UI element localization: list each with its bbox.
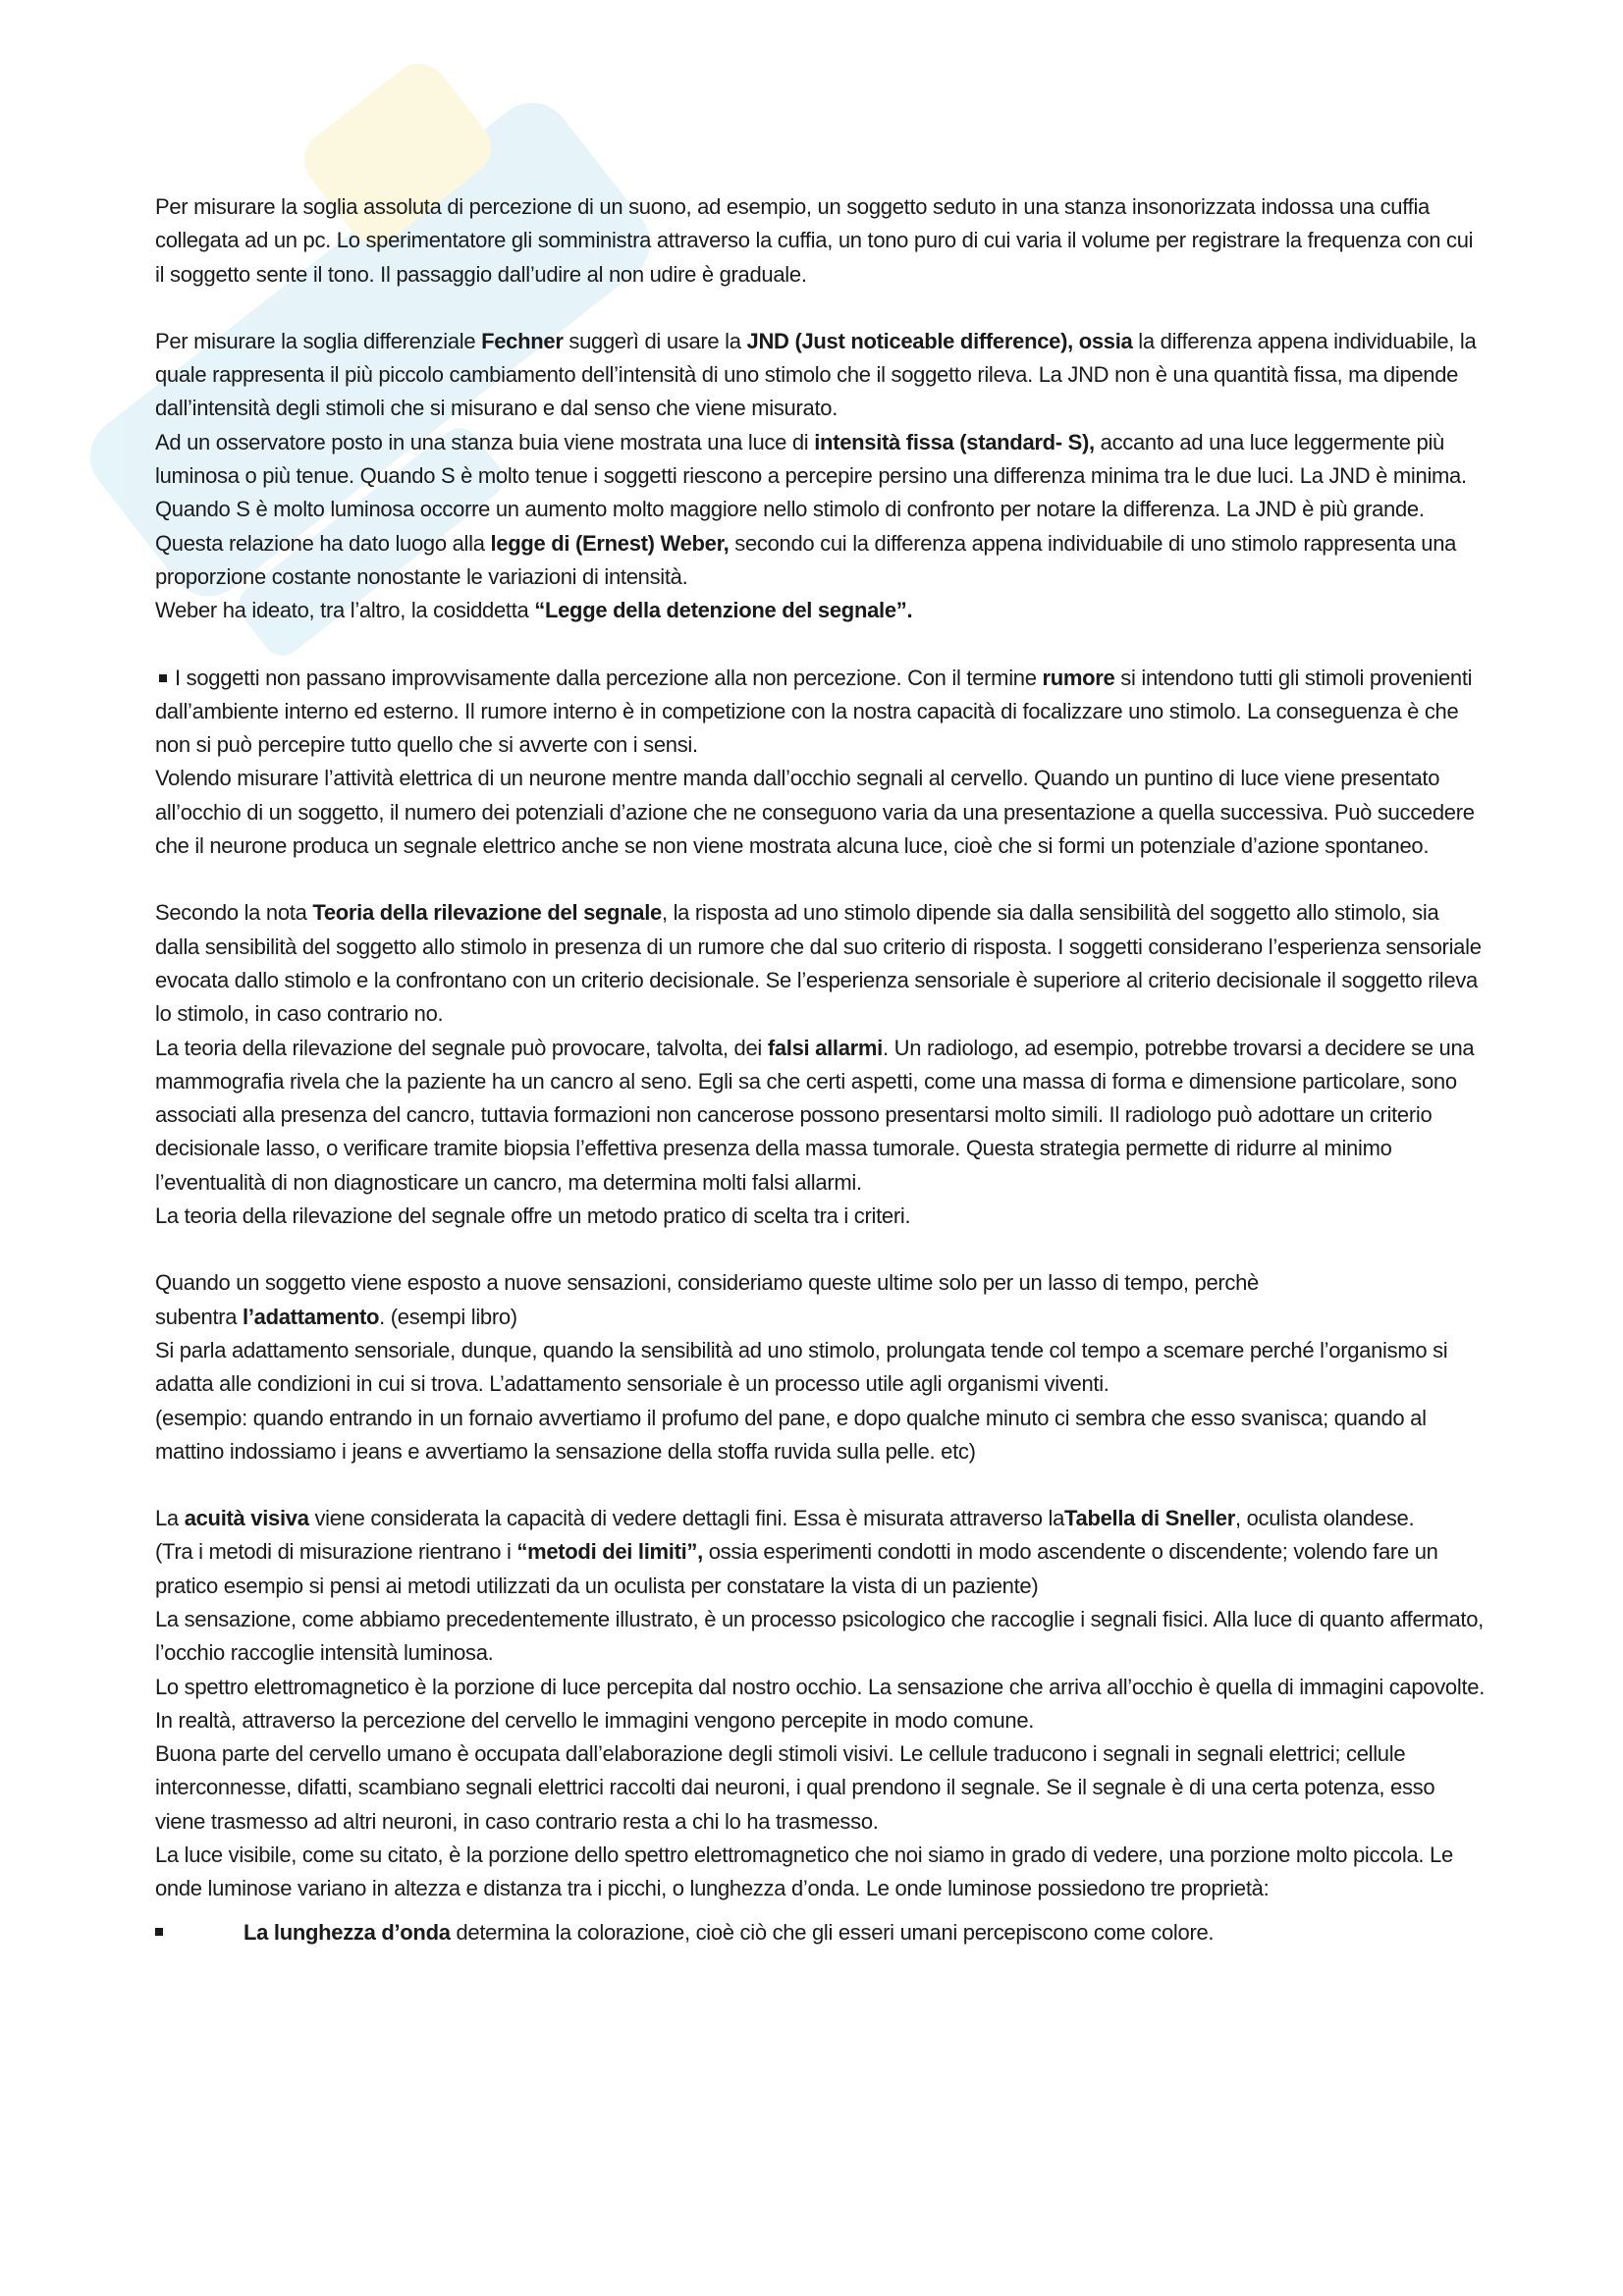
paragraph-spettro: Lo spettro elettromagnetico è la porzione di luce percepita dal nostro occhio. La sensazione che arriva all’occhio è quella di immagini capovolte. In realtà, attraverso la percezione del cervello le immagini vengono percepite in modo comune. [155,1674,1486,1733]
paragraph-legge-weber: Questa relazione ha dato luogo alla legge di (Ernest) Weber, secondo cui la differenza appena individuabile di uno stimolo rappresenta una proporzione costante nonostante le variazioni di intensità. [155,530,1457,589]
paragraph-acuita-visiva: La acuità visiva viene considerata la capacità di vedere dettagli fini. Essa è misurata attraverso laTabella di Sneller, oculista olandese. [155,1506,1415,1531]
paragraph-rumore: I soggetti non passano improvvisamente dalla percezione alla non percezione. Con il termine rumore si intendono tutti gli stimoli provenienti dall’ambiente interno ed esterno. Il rumore interno è in competizione con la nostra capacità di focalizzare uno stimolo. La conseguenza è che non si può percepire tutto quello che si avverte con i sensi. [155,665,1473,758]
bullet-square-icon [159,674,167,682]
list-item-lunghezza-onda [155,1916,1486,1949]
paragraph-adattamento: Quando un soggetto viene esposto a nuove sensazioni, consideriamo queste ultime solo per un lasso di tempo, perchè subentra l’adattamento. (esempi libro) [155,1270,1259,1329]
paragraph-soglia-differenziale: Per misurare la soglia differenziale Fechner suggerì di usare la JND (Just noticeable difference), ossia la differenza appena individuabile, la quale rappresenta il più piccolo cambiamento dell’intensità di uno stimolo che il soggetto rileva. La JND non è una quantità fissa, ma dipende dall’intensità degli stimoli che si misurano e dal senso che viene misurato. [155,328,1477,421]
paragraph-cervello: Buona parte del cervello umano è occupata dall’elaborazione degli stimoli visivi. Le cellule traducono i segnali in segnali elettrici; cellule interconnesse, difatti, scambiano segnali elettrici raccolti dai neuroni, i qual prendono il segnale. Se il segnale è di una certa potenza, esso viene trasmesso ad altri neuroni, in caso contrario resta a chi lo ha trasmesso. [155,1741,1435,1834]
paragraph-intensita-fissa: Ad un osservatore posto in una stanza buia viene mostrata una luce di intensità fissa (standard- S), accanto ad una luce leggermente più luminosa o più tenue. Quando S è molto tenue i soggetti riescono a percepire persino una differenza minima tra le due luci. La JND è minima. Quando S è molto luminosa occorre un aumento molto maggiore nello stimolo di confronto per notare la differenza. La JND è più grande. [155,429,1467,522]
paragraph-metodi-limiti: (Tra i metodi di misurazione rientrano i “metodi dei limiti”, ossia esperimenti condotti in modo ascendente o discendente; volendo fare un pratico esempio si pensi ai metodi utilizzati da un oculista per constatare la vista di un paziente) [155,1539,1438,1598]
paragraph-falsi-allarmi: La teoria della rilevazione del segnale può provocare, talvolta, dei falsi allarmi. Un radiologo, ad esempio, potrebbe trovarsi a decidere se una mammografia rivela che la paziente ha un cancro al seno. Egli sa che certi aspetti, come una massa di forma e dimensione particolare, sono associati alla presenza del cancro, tuttavia formazioni non cancerose possono presentarsi molto simili. Il radiologo può adottare un criterio decisionale lasso, o verificare tramite biopsia l’effettiva presenza della massa tumorale. Questa strategia permette di ridurre al minimo l’eventualità di non diagnosticare un cancro, ma determina molti falsi allarmi. [155,1035,1475,1195]
list-item-text: La lunghezza d’onda determina la colorazione, cioè ciò che gli esseri umani percepiscono come colore. [243,1919,1215,1945]
paragraph-legge-detenzione: Weber ha ideato, tra l’altro, la cosiddetta “Legge della detenzione del segnale”. [155,598,913,623]
document-page [155,190,1486,1949]
paragraph-teoria-rilevazione: Secondo la nota Teoria della rilevazione del segnale, la risposta ad uno stimolo dipende sia dalla sensibilità del soggetto allo stimolo, sia dalla sensibilità del soggetto allo stimolo in presenza di un rumore che dal suo criterio di risposta. I soggetti considerano l’esperienza sensoriale evocata dallo stimolo e la confrontano con un criterio decisionale. Se l’esperienza sensoriale è superiore al criterio decisionale il soggetto rileva lo stimolo, in caso contrario no. [155,900,1482,1027]
paragraph-sensazione: La sensazione, come abbiamo precedentemente illustrato, è un processo psicologico che raccoglie i segnali fisici. Alla luce di quanto affermato, l’occhio raccoglie intensità luminosa. [155,1606,1484,1666]
paragraph-esempio: (esempio: quando entrando in un fornaio avvertiamo il profumo del pane, e dopo qualche minuto ci sembra che esso svanisca; quando al mattino indossiamo i jeans e avvertiamo la sensazione della stoffa ruvida sulla pelle. etc) [155,1405,1427,1464]
paragraph-luce-visibile: La luce visibile, come su citato, è la porzione dello spettro elettromagnetico che noi siamo in grado di vedere, una porzione molto piccola. Le onde luminose variano in altezza e distanza tra i picchi, o lunghezza d’onda. Le onde luminose possiedono tre proprietà: [155,1842,1453,1901]
paragraph-neurone: Volendo misurare l’attività elettrica di un neurone mentre manda dall’occhio segnali al cervello. Quando un puntino di luce viene presentato all’occhio di un soggetto, il numero dei potenziali d’azione che ne conseguono varia da una presentazione a quella successiva. Può succedere che il neurone produca un segnale elettrico anche se non viene mostrata alcuna luce, cioè che si formi un potenziale d’azione spontaneo. [155,766,1475,859]
paragraph-soglia-assoluta: Per misurare la soglia assoluta di percezione di un suono, ad esempio, un soggetto seduto in una stanza insonorizzata indossa una cuffia collegata ad un pc. Lo sperimentatore gli somministra attraverso la cuffia, un tono puro di cui varia il volume per registrare la frequenza con cui il soggetto sente il tono. Il passaggio dall’udire al non udire è graduale. [155,194,1474,287]
bullet-square-icon [155,1928,163,1936]
paragraph-metodo-pratico: La teoria della rilevazione del segnale offre un metodo pratico di scelta tra i criteri. [155,1203,911,1229]
paragraph-adattamento-sensoriale: Si parla adattamento sensoriale, dunque, quando la sensibilità ad uno stimolo, prolungata tende col tempo a scemare perché l’organismo si adatta alle condizioni in cui si trova. L’adattamento sensoriale è un processo utile agli organismi viventi. [155,1337,1448,1397]
